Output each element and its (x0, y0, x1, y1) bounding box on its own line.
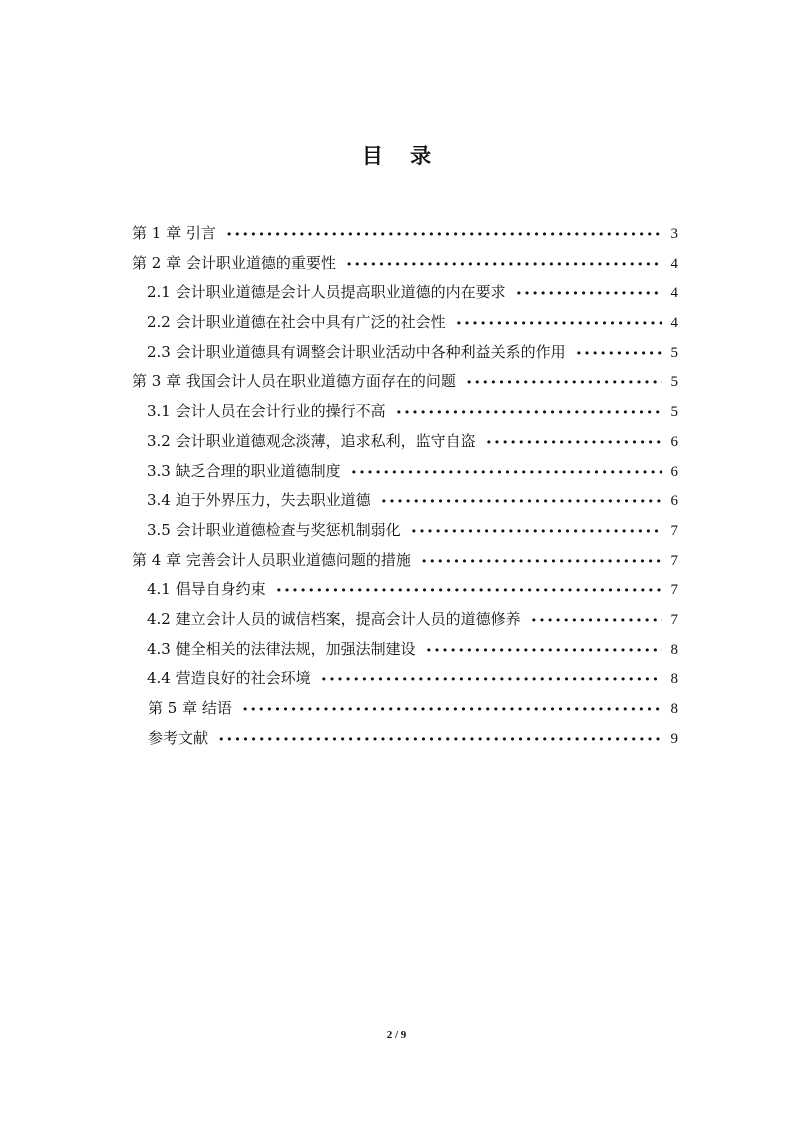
toc-entry-page: 4 (670, 315, 678, 332)
toc-entry[interactable] (132, 249, 678, 279)
toc-entry[interactable] (132, 457, 678, 487)
toc-entry[interactable] (132, 546, 678, 576)
toc-entry[interactable] (132, 397, 678, 427)
toc-entry[interactable] (132, 367, 678, 397)
toc-entry-label: 3.1 会计人员在会计行业的操行不高 (147, 402, 386, 421)
toc-leader-dots (218, 725, 662, 755)
table-of-contents (132, 219, 678, 753)
toc-entry-page: 8 (670, 671, 678, 688)
toc-leader-dots (426, 636, 662, 666)
toc-entry-page: 7 (670, 611, 678, 628)
toc-leader-dots (421, 547, 662, 577)
toc-entry-label: 2.2 会计职业道德在社会中具有广泛的社会性 (147, 313, 446, 332)
toc-entry-label: 4.2 建立会计人员的诚信档案，提高会计人员的道德修养 (147, 609, 521, 628)
toc-entry-page: 8 (670, 701, 678, 717)
toc-entry-label: 第 4 章 完善会计人员职业道德问题的措施 (132, 550, 411, 569)
toc-entry-page: 9 (670, 730, 678, 747)
toc-leader-dots (381, 487, 662, 517)
toc-entry-label: 4.4 营造良好的社会环境 (147, 669, 311, 688)
toc-leader-dots (321, 665, 662, 695)
toc-entry-label: 3.2 会计职业道德观念淡薄，追求私利，监守自盗 (147, 431, 476, 450)
toc-entry[interactable] (132, 664, 678, 694)
toc-entry-page: 6 (670, 433, 678, 450)
toc-entry[interactable] (132, 694, 678, 724)
toc-entry-page: 5 (670, 344, 678, 361)
toc-entry-label: 参考文献 (148, 728, 209, 747)
toc-entry[interactable] (132, 308, 678, 338)
toc-leader-dots (351, 458, 662, 488)
toc-leader-dots (276, 576, 662, 606)
toc-leader-dots (576, 339, 662, 369)
toc-entry[interactable] (132, 338, 678, 368)
toc-entry[interactable] (132, 516, 678, 546)
toc-leader-dots (466, 368, 662, 398)
toc-entry[interactable] (132, 575, 678, 605)
toc-entry-page: 6 (670, 463, 678, 480)
toc-entry-label: 第 5 章 结语 (148, 699, 232, 717)
toc-entry-page: 5 (670, 374, 678, 391)
toc-entry-label: 4.1 倡导自身约束 (147, 580, 266, 599)
toc-entry-page: 5 (670, 404, 678, 421)
page-number: 2 / 9 (386, 1029, 407, 1041)
toc-entry-label: 第 3 章 我国会计人员在职业道德方面存在的问题 (132, 372, 456, 391)
toc-entry-page: 8 (670, 641, 678, 658)
toc-entry[interactable] (132, 219, 678, 249)
toc-entry[interactable] (132, 278, 678, 308)
toc-leader-dots (226, 220, 662, 250)
toc-entry[interactable] (132, 635, 678, 665)
toc-leader-dots (456, 309, 662, 339)
toc-entry[interactable] (132, 486, 678, 516)
toc-leader-dots (531, 606, 662, 636)
toc-entry-label: 2.3 会计职业道德具有调整会计职业活动中各种利益关系的作用 (147, 342, 566, 361)
toc-entry-page: 3 (670, 226, 678, 242)
toc-entry-page: 4 (670, 255, 678, 272)
toc-entry[interactable] (132, 605, 678, 635)
toc-leader-dots (486, 428, 662, 458)
toc-entry-page: 6 (670, 493, 678, 510)
toc-leader-dots (242, 695, 662, 725)
page-title: 目 录 (361, 143, 442, 168)
toc-leader-dots (346, 250, 662, 280)
toc-entry-label: 2.1 会计职业道德是会计人员提高职业道德的内在要求 (147, 283, 506, 302)
toc-leader-dots (516, 279, 662, 309)
toc-entry-label: 第 1 章 引言 (132, 224, 216, 242)
toc-entry-label: 3.4 迫于外界压力，失去职业道德 (147, 491, 371, 510)
toc-entry-label: 4.3 健全相关的法律法规，加强法制建设 (147, 639, 416, 658)
toc-entry-label: 第 2 章 会计职业道德的重要性 (132, 253, 336, 272)
toc-leader-dots (411, 517, 662, 547)
toc-entry-label: 3.3 缺乏合理的职业道德制度 (147, 461, 341, 480)
toc-entry-page: 7 (670, 582, 678, 599)
toc-entry-page: 7 (670, 552, 678, 569)
toc-entry-page: 4 (670, 285, 678, 302)
toc-entry[interactable] (132, 427, 678, 457)
toc-entry-label: 3.5 会计职业道德检查与奖惩机制弱化 (147, 520, 401, 539)
toc-leader-dots (396, 398, 662, 428)
toc-entry-page: 7 (670, 522, 678, 539)
toc-entry[interactable] (132, 724, 678, 754)
